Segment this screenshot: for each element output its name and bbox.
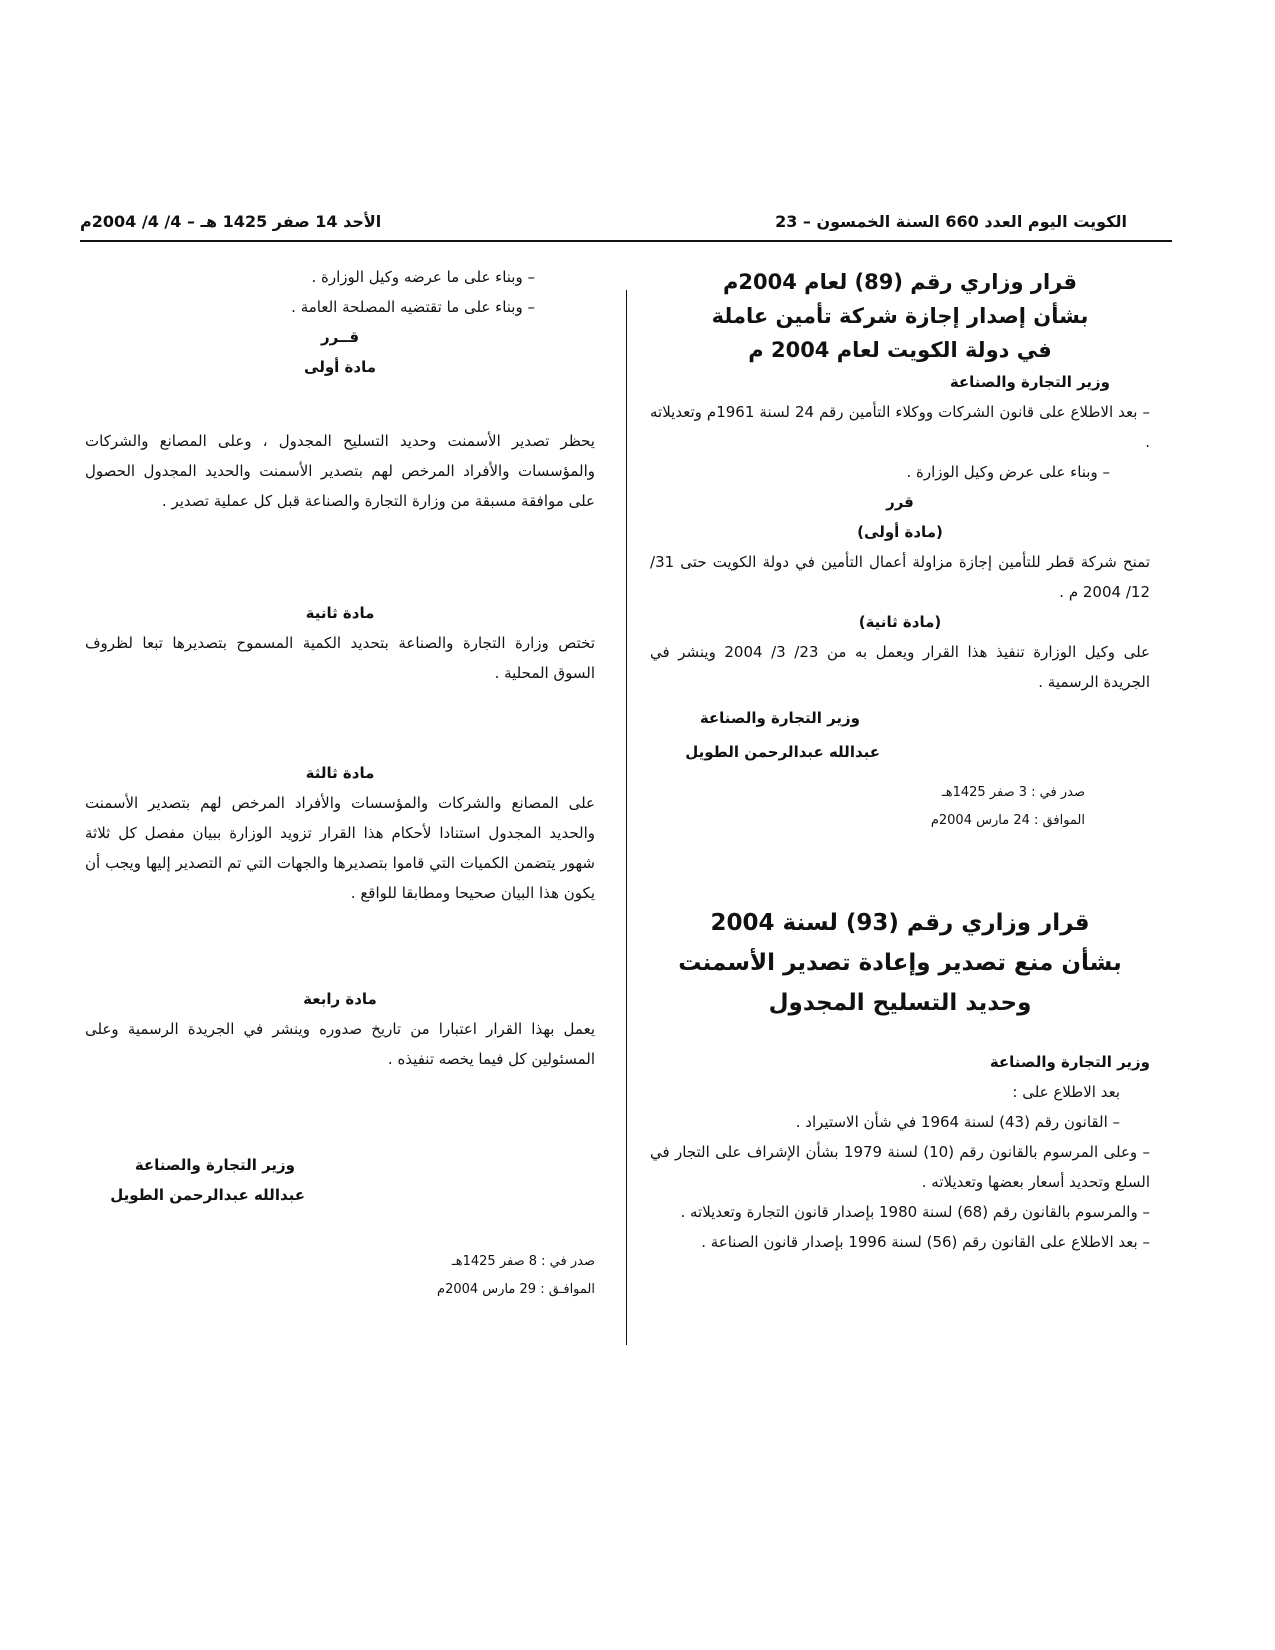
decision-93-title-line-3: وحديد التسليح المجدول [768,990,1032,1016]
decision-93-preamble-3: – والمرسوم بالقانون رقم (68) لسنة 1980 بإصدار قانون التجارة وتعديلاته . [680,1203,1150,1221]
decision-93-start [650,903,1150,1257]
column-divider [626,290,627,1345]
decision-93-preamble-4: – بعد الاطلاع على القانون رقم (56) لسنة 1996 بإصدار قانون الصناعة . [701,1233,1150,1251]
decision-89-signature-name: عبدالله عبدالرحمن الطويل [685,743,880,761]
decision-89-title-line-2: بشأن إصدار إجازة شركة تأمين عاملة [711,304,1089,328]
decision-89-decided: قرر [886,493,914,511]
decision-89-preamble-1: – بعد الاطلاع على قانون الشركات ووكلاء التأمين رقم 24 لسنة 1961م وتعديلاته . [650,403,1150,451]
decision-89-article-2-text: على وكيل الوزارة تنفيذ هذا القرار ويعمل به من 23/ 3/ 2004 وينشر في الجريدة الرسمية . [650,643,1151,691]
decision-93-preamble-1: – القانون رقم (43) لسنة 1964 في شأن الاستيراد . [795,1113,1120,1131]
decision-93-article-4-title: مادة رابعة [303,990,377,1008]
decision-93-intro: بعد الاطلاع على : [1012,1083,1120,1101]
decision-93-title-line-2: بشأن منع تصدير وإعادة تصدير الأسمنت [678,950,1122,976]
decision-93-issued: صدر في : 8 صفر 1425هـ [451,1254,595,1269]
header-divider [80,240,1172,242]
decision-93-article-4-text: يعمل بهذا القرار اعتبارا من تاريخ صدوره وينشر في الجريدة الرسمية وعلى المسئولين كل فيما يخصه تنفيذه . [85,1020,595,1068]
decision-89-corresponding: الموافق : 24 مارس 2004م [930,813,1085,828]
decision-89-issued: صدر في : 3 صفر 1425هـ [941,785,1085,800]
decision-93-preamble-5: – وبناء على ما عرضه وكيل الوزارة . [311,268,535,286]
decision-93-signature-title: وزير التجارة والصناعة [134,1156,295,1174]
decision-93-minister: وزير التجارة والصناعة [989,1053,1150,1071]
decision-89-title-line-3: في دولة الكويت لعام 2004 م [748,338,1052,362]
decision-93-article-2-text: تختص وزارة التجارة والصناعة بتحديد الكمية المسموح بتصديرها تبعا لظروف السوق المحلية . [85,634,595,682]
decision-93-signature-name: عبدالله عبدالرحمن الطويل [110,1186,305,1204]
decision-89-preamble-2: – وبناء على عرض وكيل الوزارة . [906,463,1110,481]
decision-89 [650,265,1150,835]
decision-89-signature-title: وزير التجارة والصناعة [699,709,860,727]
decision-93-preamble-6: – وبناء على ما تقتضيه المصلحة العامة . [291,298,535,316]
decision-93-title-line-1: قرار وزاري رقم (93) لسنة 2004 [710,910,1090,936]
decision-93-article-1-text: يحظر تصدير الأسمنت وحديد التسليح المجدول ، وعلى المصانع والشركات والمؤسسات والأفراد المرخص لهم بتصدير الأسمنت والحديد المجدول الحصول على موافقة مسبقة من وزارة التجارة والصناعة قبل كل عملية تصدير . [85,432,595,510]
decision-93-article-1-title: مادة أولى [304,358,376,376]
decision-89-article-1-text: تمنح شركة قطر للتأمين إجازة مزاولة أعمال التأمين في دولة الكويت حتى 31/ 12/ 2004 م . [650,553,1150,601]
decision-93-preamble-2: – وعلى المرسوم بالقانون رقم (10) لسنة 1979 بشأن الإشراف على التجار في السلع وتحديد أسعار بعضها وتعديلاته . [650,1143,1150,1191]
decision-93-corresponding: الموافـق : 29 مارس 2004م [437,1282,595,1297]
decision-93-decided: قــرر [320,328,360,346]
page-header-issue: الكويت اليوم العدد 660 السنة الخمسون – 23 [775,212,1127,231]
right-column [650,265,1150,1257]
decision-93-article-2-title: مادة ثانية [305,604,375,622]
decision-89-article-2-title: (مادة ثانية) [858,613,942,631]
decision-93-article-3-title: مادة ثالثة [305,764,375,782]
decision-89-article-1-title: (مادة أولى) [857,523,943,541]
decision-89-title-line-1: قرار وزاري رقم (89) لعام 2004م [723,270,1077,294]
decision-89-minister: وزير التجارة والصناعة [949,373,1110,391]
left-column [85,262,595,1304]
page-header-date: الأحد 14 صفر 1425 هـ – 4/ 4/ 2004م [80,212,382,231]
decision-93-article-3-text: على المصانع والشركات والمؤسسات والأفراد المرخص لهم بتصدير الأسمنت والحديد المجدول استنادا لأحكام هذا القرار تزويد الوزارة ببيان مفصل كل ثلاثة شهور يتضمن الكميات التي قاموا بتصديرها والجهات التي تم التصدير إليها ويجب أن يكون هذا البيان صحيحا ومطابقا للواقع . [85,794,595,902]
